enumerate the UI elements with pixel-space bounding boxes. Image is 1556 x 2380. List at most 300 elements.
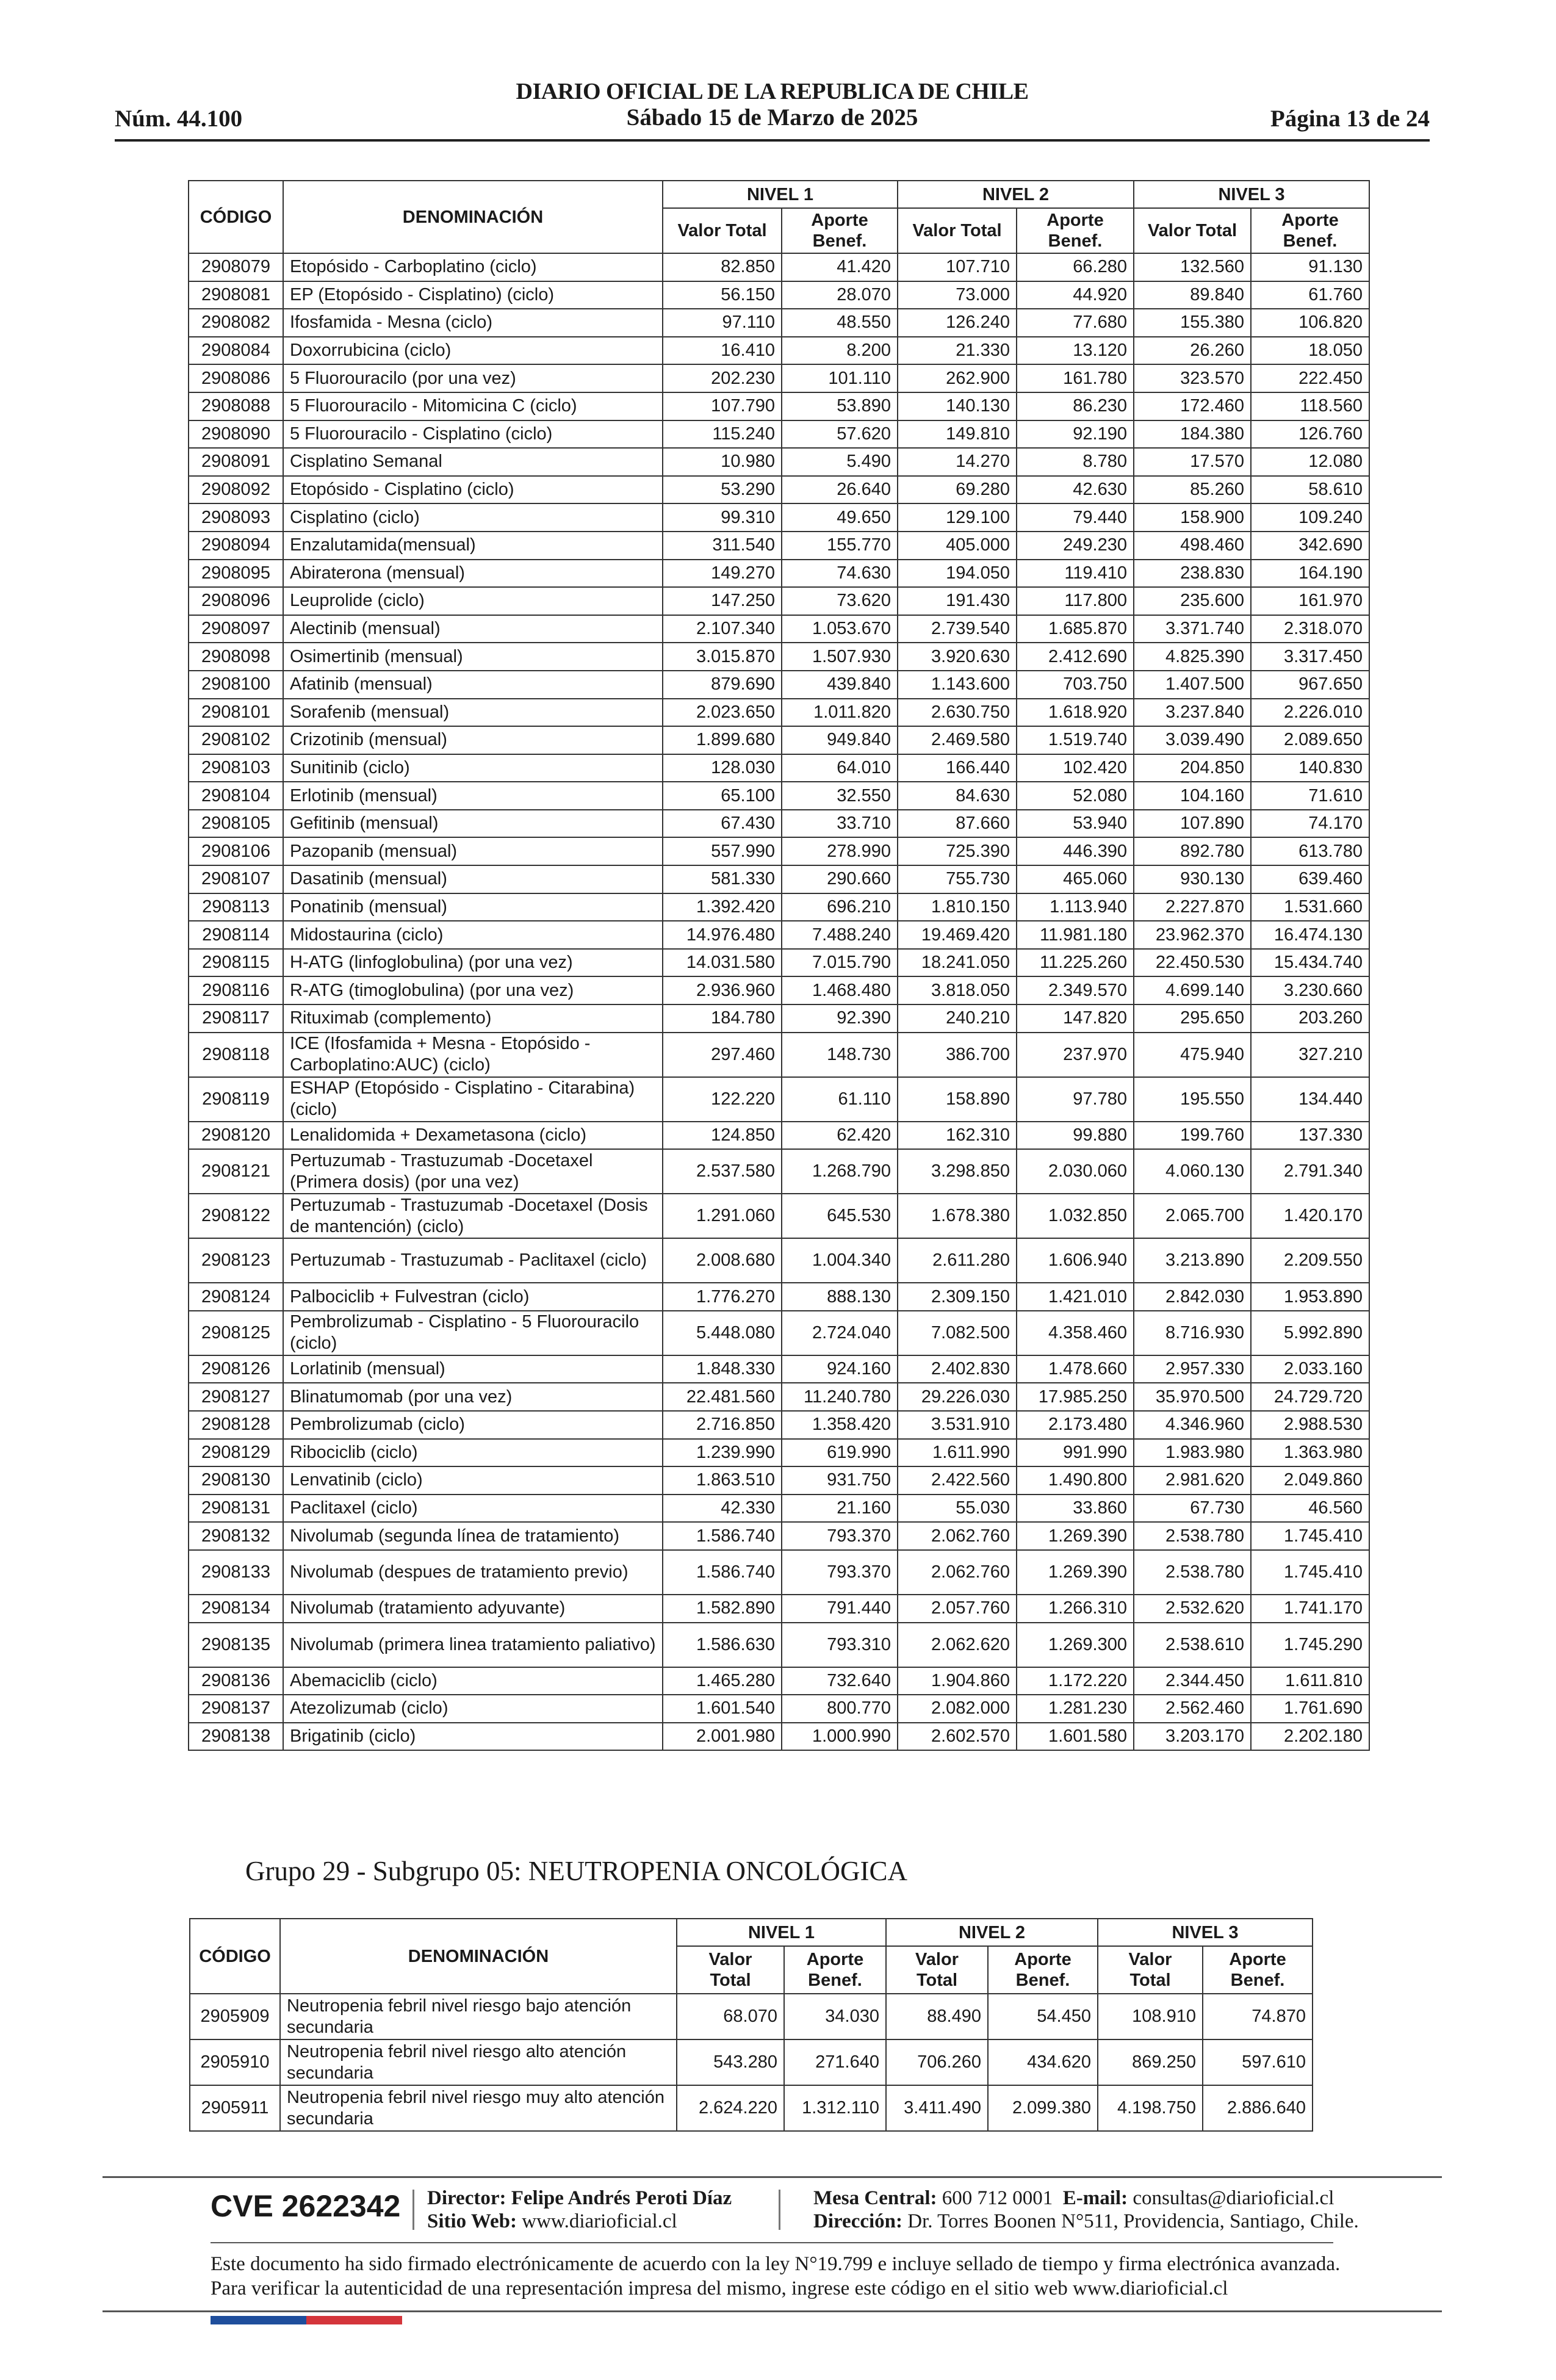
cell-valor: 4.060.130	[1134, 1149, 1251, 1194]
cell-valor: 126.760	[1251, 420, 1369, 449]
cell-valor: 3.531.910	[898, 1411, 1017, 1439]
cell-codigo: 2908120	[189, 1122, 283, 1150]
cell-valor: 2.538.780	[1134, 1550, 1251, 1595]
cell-valor: 967.650	[1251, 671, 1369, 699]
cell-valor: 86.230	[1017, 392, 1134, 420]
cell-valor: 2.936.960	[663, 976, 782, 1004]
cell-valor: 2.062.620	[898, 1623, 1017, 1667]
cell-valor: 240.210	[898, 1004, 1017, 1033]
cell-valor: 222.450	[1251, 364, 1369, 392]
table-row	[189, 309, 1369, 337]
cell-valor: 4.699.140	[1134, 976, 1251, 1004]
cell-valor: 5.448.080	[663, 1311, 782, 1355]
cell-codigo: 2905911	[190, 2085, 280, 2131]
cell-valor: 237.970	[1017, 1033, 1134, 1077]
header-aporte: Aporte Benef.	[1017, 208, 1134, 253]
cell-valor: 706.260	[886, 2039, 988, 2085]
cell-denominacion: Lenalidomida + Dexametasona (ciclo)	[283, 1122, 663, 1150]
cell-valor: 613.780	[1251, 837, 1369, 865]
cell-valor: 203.260	[1251, 1004, 1369, 1033]
cell-codigo: 2908094	[189, 532, 283, 560]
email-link[interactable]: consultas@diarioficial.cl	[1133, 2187, 1334, 2209]
cell-valor: 73.000	[898, 281, 1017, 309]
cell-denominacion: 5 Fluorouracilo - Cisplatino (ciclo)	[283, 420, 663, 449]
page-number: Página 13 de 24	[1270, 106, 1430, 132]
cell-valor: 117.800	[1017, 587, 1134, 615]
cell-valor: 271.640	[784, 2039, 886, 2085]
cell-denominacion: Enzalutamida(mensual)	[283, 532, 663, 560]
cell-valor: 166.440	[898, 754, 1017, 782]
cell-valor: 22.481.560	[663, 1383, 782, 1411]
cell-valor: 4.825.390	[1134, 643, 1251, 671]
table-row	[189, 893, 1369, 921]
cell-valor: 2.611.280	[898, 1238, 1017, 1283]
table-row	[189, 671, 1369, 699]
cell-valor: 128.030	[663, 754, 782, 782]
cell-valor: 1.899.680	[663, 726, 782, 754]
cell-valor: 1.358.420	[782, 1411, 898, 1439]
cell-valor: 1.904.860	[898, 1667, 1017, 1695]
cell-valor: 42.330	[663, 1495, 782, 1523]
cell-valor: 1.606.940	[1017, 1238, 1134, 1283]
issue-date: Sábado 15 de Marzo de 2025	[626, 104, 918, 131]
table-row	[189, 560, 1369, 588]
cell-valor: 2.724.040	[782, 1311, 898, 1355]
header-valor-total: Valor Total	[1134, 208, 1251, 253]
cell-denominacion: Abemaciclib (ciclo)	[283, 1667, 663, 1695]
cell-valor: 101.110	[782, 364, 898, 392]
cell-codigo: 2908136	[189, 1667, 283, 1695]
cell-codigo: 2908091	[189, 448, 283, 476]
cell-valor: 184.380	[1134, 420, 1251, 449]
cell-codigo: 2908122	[189, 1194, 283, 1238]
cell-valor: 2.062.760	[898, 1522, 1017, 1550]
prestaciones-body	[189, 253, 1369, 1750]
cell-valor: 4.346.960	[1134, 1411, 1251, 1439]
cell-codigo: 2908132	[189, 1522, 283, 1550]
cell-valor: 3.818.050	[898, 976, 1017, 1004]
cell-valor: 2.532.620	[1134, 1595, 1251, 1623]
cell-denominacion: ESHAP (Etopósido - Cisplatino - Citarabina) (ciclo)	[283, 1077, 663, 1122]
cell-valor: 2.033.160	[1251, 1355, 1369, 1383]
header-aporte: Aporte Benef.	[1251, 208, 1369, 253]
cell-valor: 11.225.260	[1017, 949, 1134, 977]
cell-valor: 19.469.420	[898, 921, 1017, 949]
cell-valor: 18.241.050	[898, 949, 1017, 977]
table-row	[189, 1355, 1369, 1383]
cell-valor: 793.310	[782, 1623, 898, 1667]
cell-denominacion: Nivolumab (segunda línea de tratamiento)	[283, 1522, 663, 1550]
table-row	[189, 1383, 1369, 1411]
cell-valor: 4.198.750	[1098, 2085, 1203, 2131]
cell-valor: 10.980	[663, 448, 782, 476]
footer-mid-divider	[211, 2242, 1333, 2243]
cell-valor: 28.070	[782, 281, 898, 309]
cell-valor: 869.250	[1098, 2039, 1203, 2085]
cell-valor: 195.550	[1134, 1077, 1251, 1122]
cell-valor: 11.240.780	[782, 1383, 898, 1411]
cell-valor: 2.082.000	[898, 1695, 1017, 1723]
director-line: Director: Felipe Andrés Peroti Díaz	[427, 2187, 732, 2209]
table-row	[189, 448, 1369, 476]
cell-valor: 1.269.390	[1017, 1550, 1134, 1595]
table-row	[189, 1623, 1369, 1667]
cell-codigo: 2908119	[189, 1077, 283, 1122]
cell-codigo: 2908117	[189, 1004, 283, 1033]
cell-valor: 97.780	[1017, 1077, 1134, 1122]
cell-codigo: 2908126	[189, 1355, 283, 1383]
cell-valor: 33.860	[1017, 1495, 1134, 1523]
cell-valor: 930.130	[1134, 865, 1251, 893]
cell-valor: 2.065.700	[1134, 1194, 1251, 1238]
cell-valor: 2.988.530	[1251, 1411, 1369, 1439]
cell-valor: 109.240	[1251, 503, 1369, 532]
table-row	[190, 1994, 1313, 2039]
header-valor-total: Valor Total	[898, 208, 1017, 253]
cell-codigo: 2908092	[189, 476, 283, 504]
cell-valor: 3.230.660	[1251, 976, 1369, 1004]
table-row	[189, 1149, 1369, 1194]
cell-valor: 92.190	[1017, 420, 1134, 449]
table-row	[189, 976, 1369, 1004]
cell-codigo: 2908138	[189, 1723, 283, 1751]
cell-valor: 1.761.690	[1251, 1695, 1369, 1723]
table-row	[189, 782, 1369, 810]
cell-valor: 74.170	[1251, 810, 1369, 838]
cell-valor: 924.160	[782, 1355, 898, 1383]
cell-valor: 199.760	[1134, 1122, 1251, 1150]
table-row	[189, 364, 1369, 392]
table-row	[189, 1194, 1369, 1238]
cell-valor: 1.531.660	[1251, 893, 1369, 921]
cell-valor: 1.363.980	[1251, 1439, 1369, 1467]
cell-codigo: 2908084	[189, 337, 283, 365]
cell-valor: 16.474.130	[1251, 921, 1369, 949]
cell-valor: 16.410	[663, 337, 782, 365]
cell-valor: 1.269.390	[1017, 1522, 1134, 1550]
neutropenia-body	[190, 1994, 1313, 2131]
cell-valor: 2.562.460	[1134, 1695, 1251, 1723]
cell-valor: 3.203.170	[1134, 1723, 1251, 1751]
cell-valor: 1.011.820	[782, 699, 898, 727]
cell-denominacion: Lorlatinib (mensual)	[283, 1355, 663, 1383]
cell-codigo: 2908093	[189, 503, 283, 532]
cell-valor: 184.780	[663, 1004, 782, 1033]
footer-top-divider	[103, 2176, 1442, 2178]
cell-valor: 543.280	[677, 2039, 784, 2085]
cell-denominacion: Palbociclib + Fulvestran (ciclo)	[283, 1283, 663, 1311]
cell-valor: 2.981.620	[1134, 1466, 1251, 1495]
legal-notice: Este documento ha sido firmado electrónicamente de acuerdo con la ley N°19.799 e incluye sellado de tiempo y firma electrónica avanzada. Para verificar la autenticidad de una representación impresa del mismo, ingrese este código en el sitio web www.diarioficial.cl	[211, 2253, 1341, 2299]
cell-codigo: 2908121	[189, 1149, 283, 1194]
cell-valor: 2.318.070	[1251, 615, 1369, 643]
table-row	[189, 643, 1369, 671]
cell-codigo: 2908129	[189, 1439, 283, 1467]
cell-valor: 158.900	[1134, 503, 1251, 532]
cell-valor: 7.015.790	[782, 949, 898, 977]
header-valor-total: Valor Total	[663, 208, 782, 253]
cell-denominacion: Neutropenia febril nivel riesgo bajo atención secundaria	[280, 1994, 677, 2039]
cell-valor: 949.840	[782, 726, 898, 754]
cell-valor: 34.030	[784, 1994, 886, 2039]
cell-denominacion: Lenvatinib (ciclo)	[283, 1466, 663, 1495]
cell-valor: 1.113.940	[1017, 893, 1134, 921]
cell-codigo: 2908116	[189, 976, 283, 1004]
cell-denominacion: Nivolumab (despues de tratamiento previo)	[283, 1550, 663, 1595]
cell-valor: 66.280	[1017, 253, 1134, 281]
cell-valor: 56.150	[663, 281, 782, 309]
table-row	[189, 1033, 1369, 1077]
table-row	[189, 1466, 1369, 1495]
cell-valor: 1.848.330	[663, 1355, 782, 1383]
cell-valor: 99.310	[663, 503, 782, 532]
cell-codigo: 2908127	[189, 1383, 283, 1411]
cell-valor: 1.266.310	[1017, 1595, 1134, 1623]
cell-denominacion: Ponatinib (mensual)	[283, 893, 663, 921]
cell-valor: 791.440	[782, 1595, 898, 1623]
table-row	[189, 1077, 1369, 1122]
cell-valor: 1.586.630	[663, 1623, 782, 1667]
cell-valor: 155.770	[782, 532, 898, 560]
cell-denominacion: Nivolumab (primera linea tratamiento paliativo)	[283, 1623, 663, 1667]
cell-valor: 2.842.030	[1134, 1283, 1251, 1311]
cell-valor: 58.610	[1251, 476, 1369, 504]
cell-valor: 68.070	[677, 1994, 784, 2039]
table-row	[189, 532, 1369, 560]
table-row	[189, 615, 1369, 643]
cell-denominacion: 5 Fluorouracilo (por una vez)	[283, 364, 663, 392]
cell-denominacion: Ifosfamida - Mesna (ciclo)	[283, 309, 663, 337]
table-row	[189, 726, 1369, 754]
flag-stripe-blue	[211, 2316, 306, 2324]
cell-denominacion: R-ATG (timoglobulina) (por una vez)	[283, 976, 663, 1004]
cell-valor: 1.053.670	[782, 615, 898, 643]
cell-valor: 1.745.290	[1251, 1623, 1369, 1667]
header-denominacion: DENOMINACIÓN	[280, 1919, 677, 1994]
header-codigo: CÓDIGO	[189, 181, 283, 253]
cell-codigo: 2908125	[189, 1311, 283, 1355]
cell-valor: 67.730	[1134, 1495, 1251, 1523]
cell-valor: 15.434.740	[1251, 949, 1369, 977]
table-row	[189, 1122, 1369, 1150]
cell-codigo: 2908137	[189, 1695, 283, 1723]
table-row	[189, 1695, 1369, 1723]
cell-valor: 22.450.530	[1134, 949, 1251, 977]
cell-valor: 1.407.500	[1134, 671, 1251, 699]
cell-codigo: 2908086	[189, 364, 283, 392]
cell-valor: 2.309.150	[898, 1283, 1017, 1311]
cell-valor: 33.710	[782, 810, 898, 838]
cell-valor: 888.130	[782, 1283, 898, 1311]
cell-valor: 2.173.480	[1017, 1411, 1134, 1439]
cell-denominacion: Etopósido - Carboplatino (ciclo)	[283, 253, 663, 281]
cell-valor: 108.910	[1098, 1994, 1203, 2039]
cell-valor: 386.700	[898, 1033, 1017, 1077]
cell-valor: 26.640	[782, 476, 898, 504]
cell-valor: 1.465.280	[663, 1667, 782, 1695]
cell-codigo: 2908103	[189, 754, 283, 782]
cell-denominacion: 5 Fluorouracilo - Mitomicina C (ciclo)	[283, 392, 663, 420]
cell-denominacion: Alectinib (mensual)	[283, 615, 663, 643]
cell-codigo: 2908107	[189, 865, 283, 893]
cell-valor: 8.780	[1017, 448, 1134, 476]
cell-valor: 465.060	[1017, 865, 1134, 893]
cell-valor: 619.990	[782, 1439, 898, 1467]
cell-valor: 696.210	[782, 893, 898, 921]
cell-valor: 5.992.890	[1251, 1311, 1369, 1355]
cell-valor: 645.530	[782, 1194, 898, 1238]
cell-denominacion: Cisplatino (ciclo)	[283, 503, 663, 532]
cell-valor: 931.750	[782, 1466, 898, 1495]
cell-valor: 1.776.270	[663, 1283, 782, 1311]
cell-valor: 1.004.340	[782, 1238, 898, 1283]
cell-valor: 2.412.690	[1017, 643, 1134, 671]
cell-valor: 14.270	[898, 448, 1017, 476]
cell-valor: 1.953.890	[1251, 1283, 1369, 1311]
cell-valor: 164.190	[1251, 560, 1369, 588]
cell-valor: 107.890	[1134, 810, 1251, 838]
cell-valor: 1.745.410	[1251, 1550, 1369, 1595]
cell-codigo: 2908115	[189, 949, 283, 977]
header-valor-total: Valor Total	[886, 1946, 988, 1994]
cell-valor: 295.650	[1134, 1004, 1251, 1033]
cell-valor: 115.240	[663, 420, 782, 449]
cell-valor: 434.620	[988, 2039, 1098, 2085]
cell-valor: 1.507.930	[782, 643, 898, 671]
cell-valor: 3.213.890	[1134, 1238, 1251, 1283]
cell-denominacion: Pertuzumab - Trastuzumab - Paclitaxel (ciclo)	[283, 1238, 663, 1283]
header-codigo: CÓDIGO	[190, 1919, 280, 1994]
cell-valor: 35.970.500	[1134, 1383, 1251, 1411]
cell-valor: 2.226.010	[1251, 699, 1369, 727]
cell-valor: 1.983.980	[1134, 1439, 1251, 1467]
cell-valor: 97.110	[663, 309, 782, 337]
table-row	[190, 2039, 1313, 2085]
cell-valor: 85.260	[1134, 476, 1251, 504]
table-row	[189, 253, 1369, 281]
website-link[interactable]: www.diarioficial.cl	[522, 2210, 677, 2232]
cell-codigo: 2908088	[189, 392, 283, 420]
cell-codigo: 2908082	[189, 309, 283, 337]
cell-valor: 2.602.570	[898, 1723, 1017, 1751]
cell-valor: 17.985.250	[1017, 1383, 1134, 1411]
cell-valor: 46.560	[1251, 1495, 1369, 1523]
cell-valor: 2.209.550	[1251, 1238, 1369, 1283]
cell-valor: 297.460	[663, 1033, 782, 1077]
contact-line: Mesa Central: 600 712 0001 E-mail: consultas@diarioficial.cl	[813, 2187, 1334, 2209]
cell-codigo: 2908106	[189, 837, 283, 865]
cell-valor: 119.410	[1017, 560, 1134, 588]
cell-valor: 92.390	[782, 1004, 898, 1033]
newspaper-title: DIARIO OFICIAL DE LA REPUBLICA DE CHILE	[516, 79, 1029, 104]
cell-denominacion: Blinatumomab (por una vez)	[283, 1383, 663, 1411]
cell-valor: 91.130	[1251, 253, 1369, 281]
cell-valor: 1.586.740	[663, 1550, 782, 1595]
cell-codigo: 2908123	[189, 1238, 283, 1283]
cell-valor: 106.820	[1251, 309, 1369, 337]
header-nivel-2: NIVEL 2	[886, 1919, 1098, 1946]
table-row	[189, 587, 1369, 615]
cell-valor: 29.226.030	[898, 1383, 1017, 1411]
header-divider	[115, 139, 1430, 142]
cell-valor: 725.390	[898, 837, 1017, 865]
cell-valor: 1.741.170	[1251, 1595, 1369, 1623]
cell-codigo: 2908105	[189, 810, 283, 838]
cell-valor: 172.460	[1134, 392, 1251, 420]
cell-valor: 202.230	[663, 364, 782, 392]
cell-valor: 2.001.980	[663, 1723, 782, 1751]
table-row	[189, 921, 1369, 949]
cell-valor: 64.010	[782, 754, 898, 782]
cell-valor: 262.900	[898, 364, 1017, 392]
table-row	[189, 281, 1369, 309]
cell-valor: 7.488.240	[782, 921, 898, 949]
cell-valor: 597.610	[1203, 2039, 1313, 2085]
cell-valor: 126.240	[898, 309, 1017, 337]
cell-codigo: 2908098	[189, 643, 283, 671]
table-row	[190, 2085, 1313, 2131]
footer-separator	[412, 2190, 414, 2230]
table-row	[189, 1439, 1369, 1467]
table-row	[189, 1411, 1369, 1439]
header-nivel-1: NIVEL 1	[677, 1919, 886, 1946]
cell-valor: 703.750	[1017, 671, 1134, 699]
cell-valor: 107.790	[663, 392, 782, 420]
cell-codigo: 2908114	[189, 921, 283, 949]
table-row	[189, 754, 1369, 782]
cell-codigo: 2908102	[189, 726, 283, 754]
cell-valor: 892.780	[1134, 837, 1251, 865]
cell-valor: 581.330	[663, 865, 782, 893]
cell-valor: 21.160	[782, 1495, 898, 1523]
cell-valor: 162.310	[898, 1122, 1017, 1150]
cell-valor: 41.420	[782, 253, 898, 281]
neutropenia-table	[189, 1918, 1313, 2132]
cell-valor: 1.269.300	[1017, 1623, 1134, 1667]
cell-valor: 124.850	[663, 1122, 782, 1150]
cell-valor: 65.100	[663, 782, 782, 810]
page-header	[115, 78, 1430, 139]
table-row	[189, 837, 1369, 865]
cell-valor: 42.630	[1017, 476, 1134, 504]
cell-codigo: 2905910	[190, 2039, 280, 2085]
cell-valor: 475.940	[1134, 1033, 1251, 1077]
cell-codigo: 2908101	[189, 699, 283, 727]
cell-denominacion: Pertuzumab - Trastuzumab -Docetaxel (Dosis de mantención) (ciclo)	[283, 1194, 663, 1238]
cell-valor: 2.716.850	[663, 1411, 782, 1439]
table-row	[189, 1311, 1369, 1355]
cell-valor: 1.519.740	[1017, 726, 1134, 754]
header-aporte: Aporte Benef.	[1203, 1946, 1313, 1994]
cell-valor: 14.976.480	[663, 921, 782, 949]
cell-denominacion: Gefitinib (mensual)	[283, 810, 663, 838]
cell-valor: 53.890	[782, 392, 898, 420]
cell-denominacion: Pembrolizumab - Cisplatino - 5 Fluorouracilo (ciclo)	[283, 1311, 663, 1355]
cell-valor: 79.440	[1017, 503, 1134, 532]
cell-valor: 118.560	[1251, 392, 1369, 420]
cell-valor: 84.630	[898, 782, 1017, 810]
cell-codigo: 2908124	[189, 1283, 283, 1311]
cell-valor: 557.990	[663, 837, 782, 865]
cell-codigo: 2908079	[189, 253, 283, 281]
table-row	[189, 810, 1369, 838]
cell-denominacion: Doxorrubicina (ciclo)	[283, 337, 663, 365]
table-row	[189, 420, 1369, 449]
cell-valor: 327.210	[1251, 1033, 1369, 1077]
cell-codigo: 2908113	[189, 893, 283, 921]
subgroup-title: Grupo 29 - Subgrupo 05: NEUTROPENIA ONCOLÓGICA	[245, 1856, 907, 1886]
cell-valor: 2.099.380	[988, 2085, 1098, 2131]
